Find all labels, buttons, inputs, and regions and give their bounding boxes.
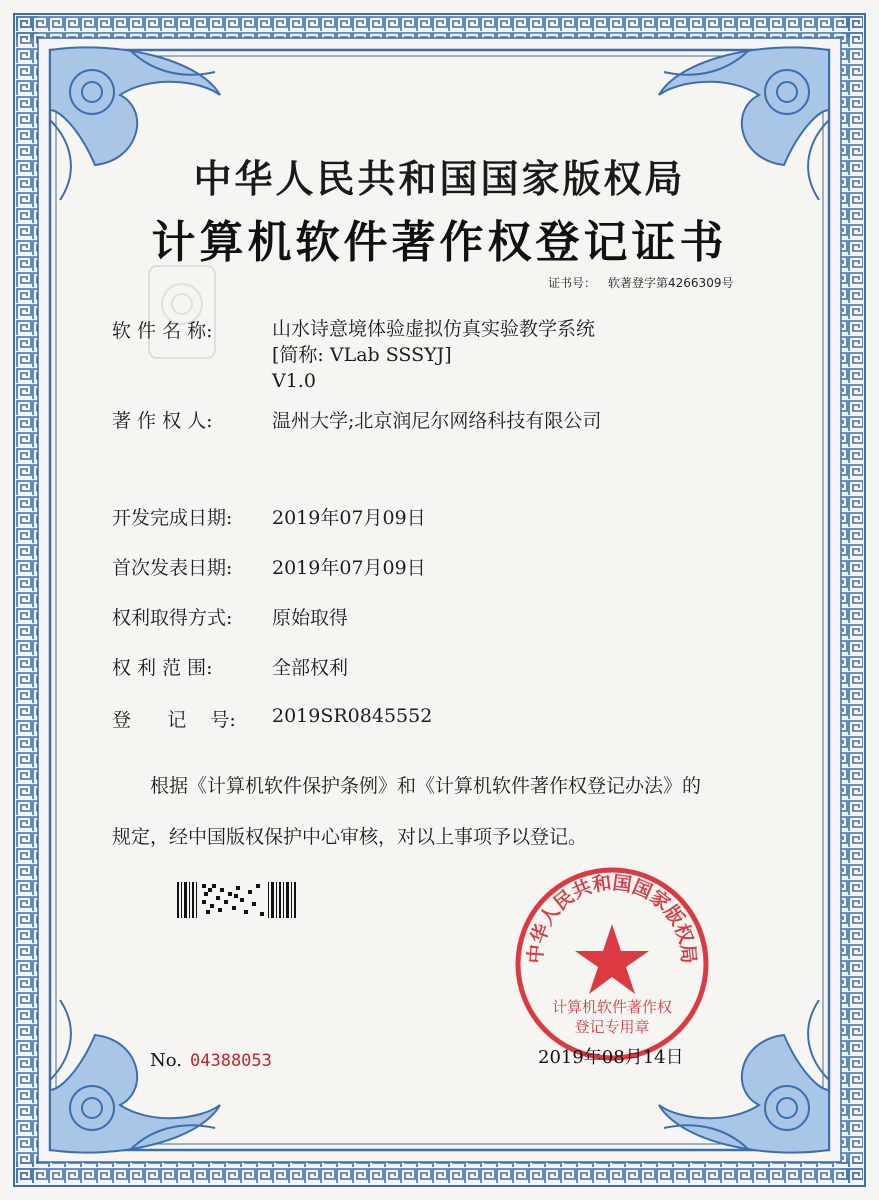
certificate-title: 计算机软件著作权登记证书	[151, 217, 728, 268]
dev-date-label: 开发完成日期:	[112, 507, 233, 529]
serial-value: 04388053	[190, 1051, 272, 1071]
official-seal	[512, 864, 712, 1064]
registration-label: 登 记 号:	[112, 709, 236, 731]
seal-line-1: 计算机软件著作权	[551, 998, 673, 1016]
owner-label: 著 作 权 人:	[112, 410, 213, 432]
serial-number	[150, 1050, 272, 1071]
software-name-row	[112, 316, 595, 394]
issue-date: 2019年08月14日	[538, 1047, 684, 1068]
dev-date-row	[112, 503, 426, 530]
seal-line-2: 登记专用章	[574, 1018, 650, 1036]
software-name-value	[272, 316, 595, 394]
scope-label: 权 利 范 围:	[112, 657, 213, 679]
barcode	[175, 880, 297, 920]
dev-date-value: 2019年07月09日	[272, 507, 426, 529]
software-short-name: [简称: VLab SSSYJ]	[272, 344, 452, 366]
owner-row	[112, 406, 601, 433]
acquisition-row	[112, 603, 348, 630]
scope-row	[112, 653, 348, 680]
certificate-number	[548, 274, 745, 291]
software-name-line: 山水诗意境体验虚拟仿真实验教学系统	[272, 318, 596, 340]
scope-value: 全部权利	[272, 657, 349, 679]
registration-row	[112, 705, 432, 732]
acquisition-label: 权利取得方式:	[112, 607, 233, 629]
certificate-number-label: 证书号：	[548, 276, 597, 290]
issuer-title: 中华人民共和国国家版权局	[193, 156, 686, 201]
acquisition-value: 原始取得	[272, 607, 349, 629]
serial-label: No.	[150, 1050, 182, 1071]
software-name-label: 软 件 名 称:	[112, 320, 213, 342]
pub-date-row	[112, 553, 426, 580]
seal-star-icon	[575, 924, 649, 994]
pub-date-label: 首次发表日期:	[112, 557, 233, 579]
seal-arc-text: 中华人民共和国国家版权局	[524, 871, 700, 965]
statement-line-1: 根据《计算机软件保护条例》和《计算机软件著作权登记办法》的	[150, 775, 702, 797]
pub-date-value: 2019年07月09日	[272, 557, 426, 579]
certificate-number-value: 软著登字第4266309号	[608, 276, 734, 290]
statement-line-2: 规定，经中国版权保护中心审核，对以上事项予以登记。	[112, 826, 588, 848]
registration-value: 2019SR0845552	[272, 705, 433, 727]
corner-ornament-bottom-left	[50, 1000, 220, 1153]
software-version: V1.0	[272, 370, 316, 392]
owner-value: 温州大学;北京润尼尔网络科技有限公司	[272, 410, 602, 432]
